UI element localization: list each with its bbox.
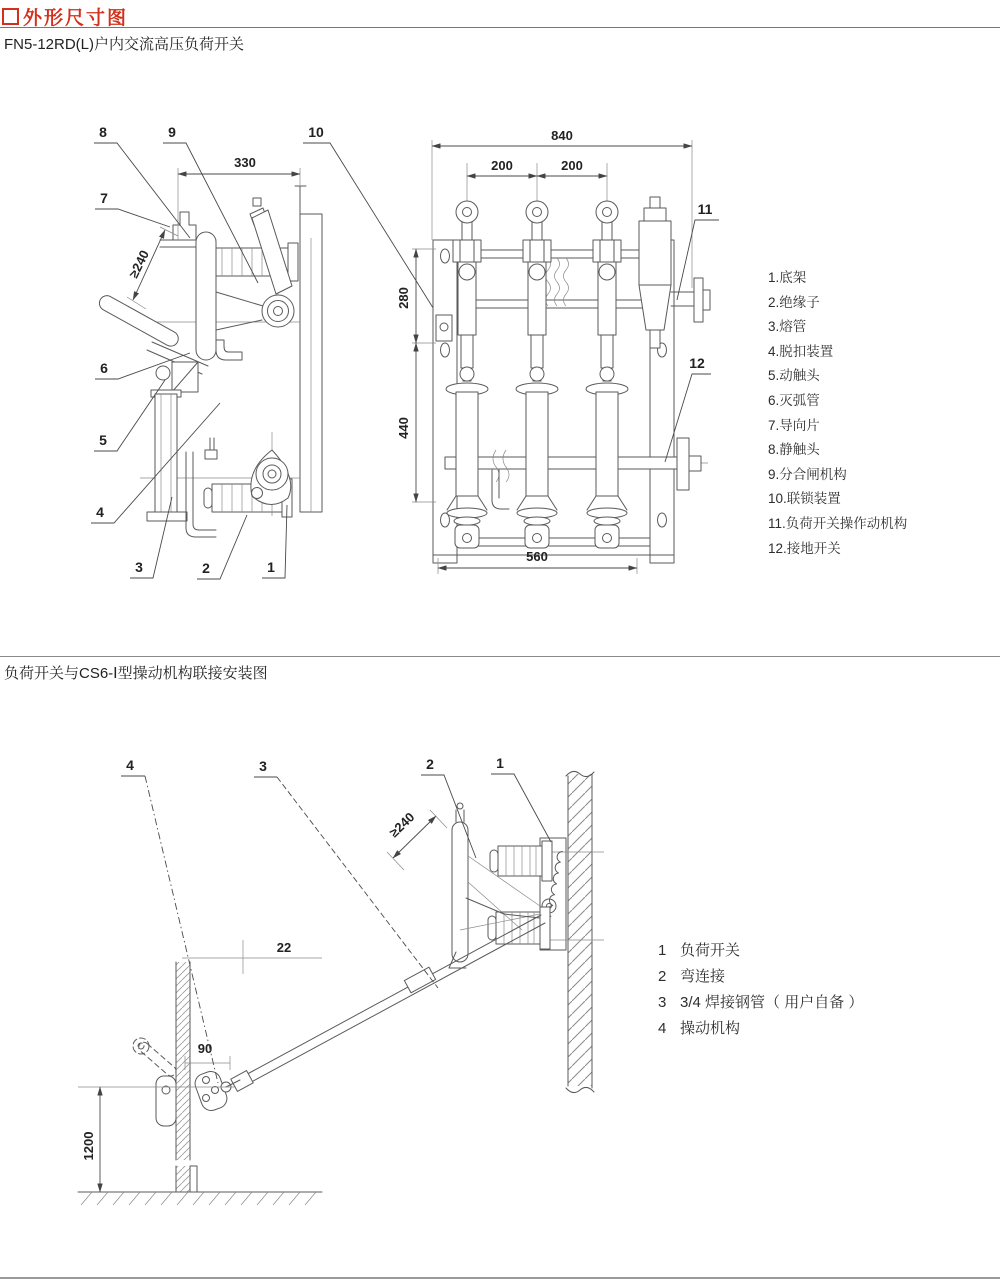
legend-item-number: 4 <box>658 1020 667 1037</box>
parts-list-item: 8.静触头 <box>768 442 820 458</box>
legend-item-number: 3 <box>658 994 667 1011</box>
header-divider <box>0 27 1000 28</box>
fig2-dim-90 <box>185 1041 230 1070</box>
callout-1-install <box>491 755 551 842</box>
parts-list-item: 2.绝缘子 <box>768 294 820 310</box>
svg-text:7: 7 <box>100 190 108 206</box>
operating-handle <box>97 293 181 349</box>
install-legend <box>658 938 863 1042</box>
svg-text:8: 8 <box>99 124 107 140</box>
svg-text:11: 11 <box>697 201 713 217</box>
fig2-dim-240 <box>386 809 447 870</box>
fig2-dim-1200 <box>81 1087 100 1192</box>
svg-text:4: 4 <box>96 504 104 520</box>
svg-text:1: 1 <box>496 755 504 771</box>
parts-list-item: 9.分合闸机构 <box>768 466 847 482</box>
parts-list-item: 7.导向片 <box>768 417 820 433</box>
legend-item <box>658 964 863 990</box>
legend-item-label: 弯连接 <box>680 968 726 985</box>
legend-item-label: 3/4 焊接钢管（ 用户自备 ） <box>680 994 864 1011</box>
svg-text:9: 9 <box>168 124 176 140</box>
svg-text:200: 200 <box>491 158 513 173</box>
legend-item-label: 负荷开关 <box>680 942 741 959</box>
parts-list-item: 1.底架 <box>768 270 807 285</box>
legend-item-label: 操动机构 <box>680 1020 741 1037</box>
svg-text:330: 330 <box>234 155 256 170</box>
callout-4-install <box>121 757 218 1083</box>
parts-list-item: 4.脱扣装置 <box>768 343 834 359</box>
svg-text:200: 200 <box>561 158 583 173</box>
fig1-dim-440 <box>396 343 436 502</box>
callout-8 <box>94 124 190 238</box>
parts-list-item: 5.动触头 <box>768 368 820 384</box>
fig1-dim-560 <box>438 549 637 574</box>
svg-text:440: 440 <box>396 417 411 439</box>
figure2-title: 负荷开关与CS6-Ⅰ型操动机构联接安装图 <box>4 665 268 682</box>
svg-text:560: 560 <box>526 549 548 564</box>
svg-text:22: 22 <box>276 940 292 955</box>
legend-item-number: 1 <box>658 942 667 959</box>
svg-text:840: 840 <box>551 128 573 143</box>
section-divider <box>0 656 1000 657</box>
svg-text:10: 10 <box>308 124 324 140</box>
svg-text:2: 2 <box>426 756 434 772</box>
page-header <box>2 3 128 30</box>
svg-text:5: 5 <box>99 432 107 448</box>
figure1-title: FN5-12RD(L)户内交流高压负荷开关 <box>4 36 245 53</box>
parts-list-item: 6.灭弧管 <box>768 392 820 408</box>
legend-item <box>658 990 863 1016</box>
legend-item-number: 2 <box>658 968 667 985</box>
legend-item <box>658 1016 863 1042</box>
svg-text:4: 4 <box>126 757 134 773</box>
fig1-side-view <box>97 186 322 537</box>
svg-text:1200: 1200 <box>81 1131 96 1161</box>
earthing-switch-shaft <box>445 457 677 469</box>
fig2-dim-22 <box>277 940 291 955</box>
callout-10 <box>303 124 445 327</box>
parts-list-item: 3.熔管 <box>768 319 807 335</box>
red-square-bullet-icon <box>2 8 19 25</box>
fig1-front-view <box>433 163 710 563</box>
upper-insulator <box>498 846 542 876</box>
support-channel <box>176 962 190 1160</box>
svg-text:≥240: ≥240 <box>386 809 418 841</box>
arc-tube <box>452 822 468 962</box>
parts-list-item: 12.接地开关 <box>768 540 841 556</box>
legend-item <box>658 938 863 964</box>
svg-text:3: 3 <box>135 559 143 575</box>
parts-list-item: 10.联锁装置 <box>768 491 841 507</box>
svg-text:3: 3 <box>259 758 267 774</box>
crank-handle <box>133 1038 178 1078</box>
svg-text:1: 1 <box>267 559 275 575</box>
svg-text:2: 2 <box>202 560 210 576</box>
page-title: 外形尺寸图 <box>23 8 129 29</box>
svg-text:90: 90 <box>197 1041 213 1056</box>
callout-2 <box>197 515 247 579</box>
svg-text:12: 12 <box>689 355 705 371</box>
wall-section <box>568 774 592 1086</box>
fig1-dim-240 <box>126 227 178 309</box>
interlock-device <box>436 315 452 341</box>
parts-list-item: 11.负荷开关操作动机构 <box>768 515 908 531</box>
svg-text:6: 6 <box>100 360 108 376</box>
svg-text:≥240: ≥240 <box>125 247 153 281</box>
fig2-install-view <box>78 771 604 1205</box>
fig1-dim-280 <box>396 249 436 343</box>
parts-list <box>768 266 907 561</box>
callout-7 <box>95 190 170 227</box>
bottom-divider <box>0 1277 1000 1279</box>
svg-text:280: 280 <box>396 287 411 309</box>
